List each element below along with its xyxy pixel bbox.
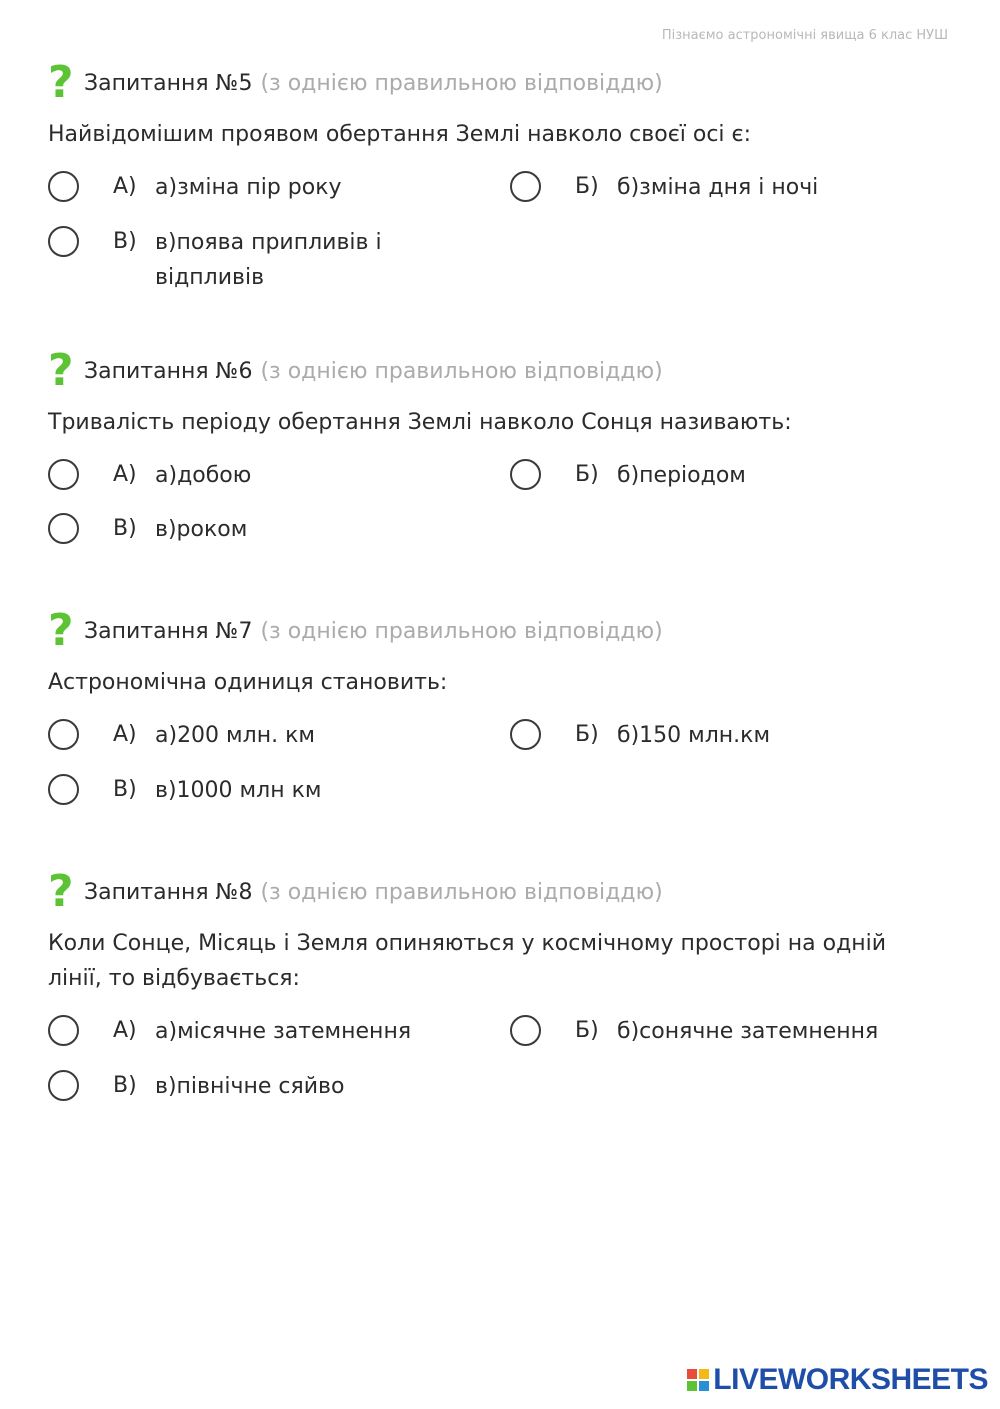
question-mark-icon: ?	[48, 605, 74, 656]
liveworksheets-logo	[687, 1363, 988, 1397]
option-text: б)150 млн.км	[617, 723, 771, 748]
page-header: Пізнаємо астрономічні явища 6 клас НУШ	[661, 28, 948, 43]
option-text: б)зміна дня і ночі	[617, 175, 819, 200]
radio-button[interactable]	[510, 719, 541, 750]
radio-button[interactable]	[48, 774, 79, 805]
option-c[interactable]	[48, 225, 425, 295]
option-c[interactable]	[48, 773, 455, 808]
option-text: б)сонячне затемнення	[617, 1019, 879, 1044]
radio-button[interactable]	[510, 1015, 541, 1046]
question-hint: (з однією правильною відповіддю)	[260, 618, 663, 644]
option-text: в)поява припливів і відпливів	[155, 230, 382, 290]
option-c[interactable]	[48, 1069, 455, 1104]
option-letter: Б)	[575, 462, 599, 487]
option-letter: А)	[113, 462, 137, 487]
radio-button[interactable]	[510, 171, 541, 202]
option-text: в)роком	[155, 517, 248, 542]
option-letter: В)	[113, 1073, 137, 1098]
radio-button[interactable]	[48, 719, 79, 750]
question-title: Запитання №5	[84, 70, 253, 96]
question-5	[48, 57, 948, 290]
option-b[interactable]	[510, 718, 917, 753]
question-text: Коли Сонце, Місяць і Земля опиняються у космічному просторі на одній лінії, то відбувається:	[48, 931, 887, 991]
radio-button[interactable]	[48, 171, 79, 202]
option-text: в)1000 млн км	[155, 778, 322, 803]
question-header	[48, 866, 948, 917]
question-text: Астрономічна одиниця становить:	[48, 670, 448, 695]
radio-button[interactable]	[48, 226, 79, 257]
question-header	[48, 605, 948, 656]
question-title: Запитання №6	[84, 358, 253, 384]
option-b[interactable]	[510, 1014, 917, 1049]
logo-text: LIVEWORKSHEETS	[713, 1363, 988, 1396]
option-a[interactable]	[48, 170, 455, 205]
question-hint: (з однією правильною відповіддю)	[260, 879, 663, 905]
logo-cubes-icon	[687, 1369, 709, 1391]
radio-button[interactable]	[48, 1015, 79, 1046]
question-text: Найвідомішим проявом обертання Землі навколо своєї осі є:	[48, 122, 752, 147]
radio-button[interactable]	[48, 1070, 79, 1101]
option-text: б)періодом	[617, 463, 746, 488]
option-letter: А)	[113, 1018, 137, 1043]
option-text: в)північне сяйво	[155, 1074, 345, 1099]
question-hint: (з однією правильною відповіддю)	[260, 358, 663, 384]
question-6	[48, 345, 948, 542]
question-mark-icon: ?	[48, 345, 74, 396]
option-text: а)200 млн. км	[155, 723, 315, 748]
option-a[interactable]	[48, 718, 455, 753]
question-header	[48, 57, 948, 108]
question-hint: (з однією правильною відповіддю)	[260, 70, 663, 96]
question-text: Тривалість періоду обертання Землі навколо Сонця називають:	[48, 410, 792, 435]
option-a[interactable]	[48, 458, 455, 493]
option-letter: Б)	[575, 722, 599, 747]
radio-button[interactable]	[48, 459, 79, 490]
option-letter: А)	[113, 722, 137, 747]
question-8	[48, 866, 948, 1099]
option-b[interactable]	[510, 458, 917, 493]
radio-button[interactable]	[510, 459, 541, 490]
question-title: Запитання №7	[84, 618, 253, 644]
option-b[interactable]	[510, 170, 917, 205]
option-text: а)добою	[155, 463, 252, 488]
option-letter: А)	[113, 174, 137, 199]
option-letter: Б)	[575, 174, 599, 199]
option-letter: В)	[113, 516, 137, 541]
option-a[interactable]	[48, 1014, 455, 1049]
option-letter: В)	[113, 229, 137, 254]
option-text: а)зміна пір року	[155, 175, 342, 200]
radio-button[interactable]	[48, 513, 79, 544]
option-text: а)місячне затемнення	[155, 1019, 412, 1044]
question-mark-icon: ?	[48, 57, 74, 108]
option-letter: Б)	[575, 1018, 599, 1043]
option-c[interactable]	[48, 512, 455, 547]
question-7	[48, 605, 948, 803]
question-title: Запитання №8	[84, 879, 253, 905]
question-header	[48, 345, 948, 396]
question-mark-icon: ?	[48, 866, 74, 917]
option-letter: В)	[113, 777, 137, 802]
